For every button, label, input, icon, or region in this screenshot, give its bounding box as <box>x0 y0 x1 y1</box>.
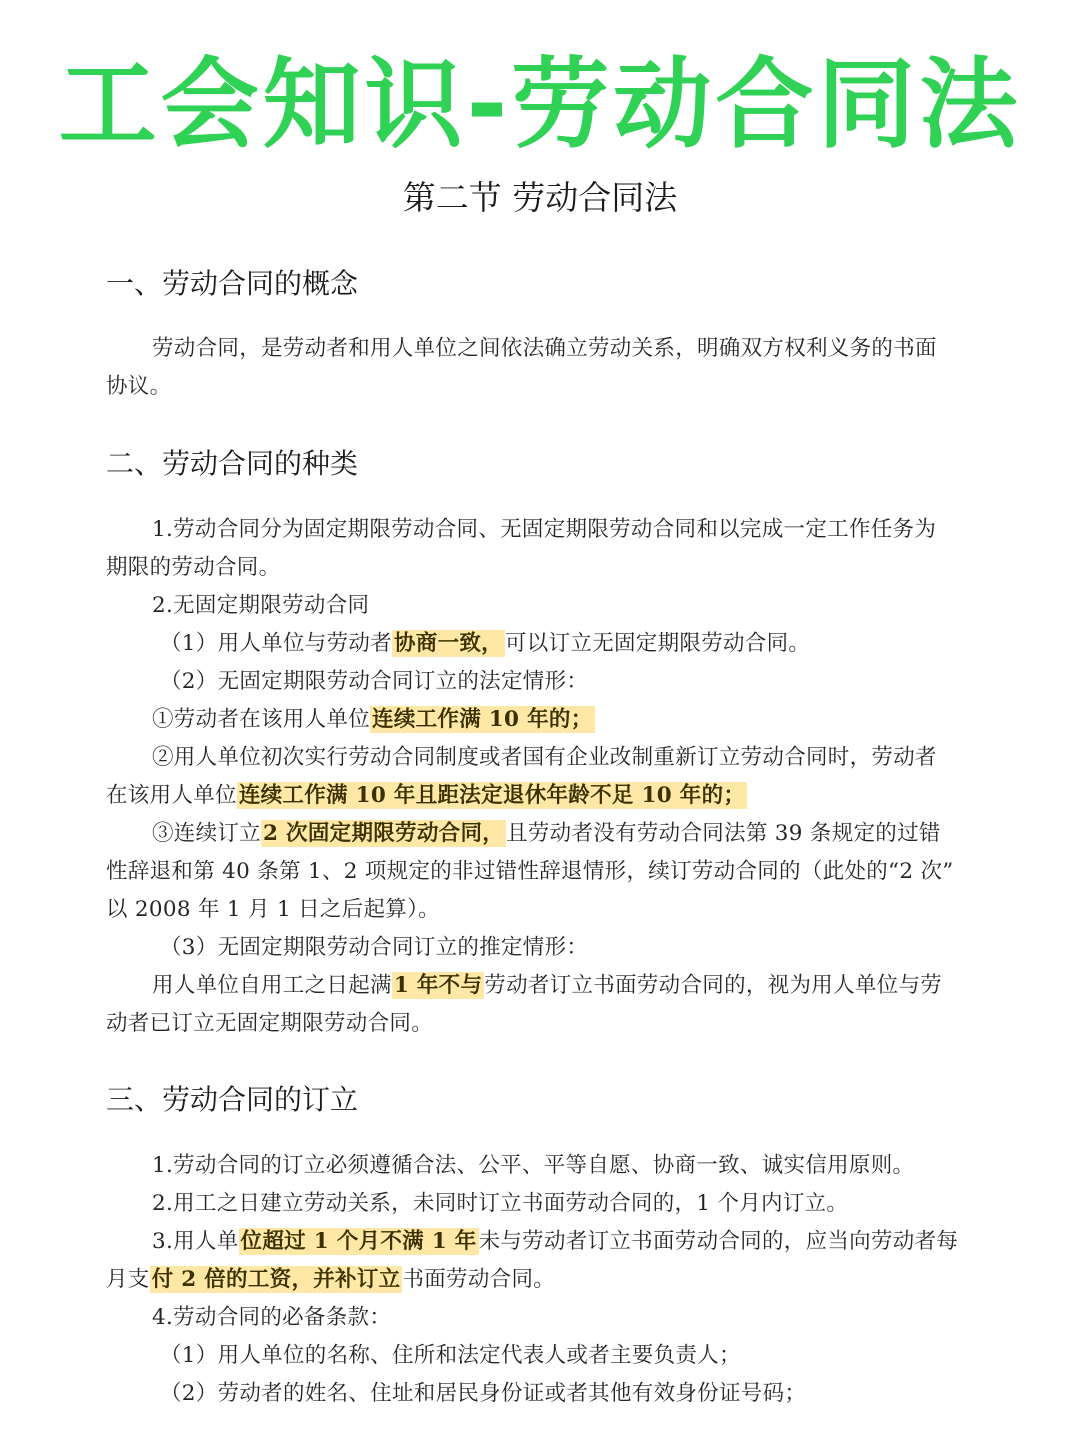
main-title: 工会知识-劳动合同法 <box>58 48 1022 162</box>
heading-types: 二、劳动合同的种类 <box>106 447 359 480</box>
heading-conclusion: 三、劳动合同的订立 <box>106 1083 359 1116</box>
text-segment: 劳动者订立书面劳动合同的，视为用人单位与劳 <box>484 973 943 998</box>
presumed-line-1 <box>152 967 942 1005</box>
legal-cases-heading: （2）无固定期限劳动合同订立的法定情形： <box>160 669 589 694</box>
text-segment: 3.用人单 <box>152 1229 239 1254</box>
heading-concept: 一、劳动合同的概念 <box>106 267 359 300</box>
presumed-cases-heading: （3）无固定期限劳动合同订立的推定情形： <box>160 935 589 960</box>
case-2-line-1: ②用人单位初次实行劳动合同制度或者国有企业改制重新订立劳动合同时，劳动者 <box>152 745 937 770</box>
presumed-line-2: 动者已订立无固定期限劳动合同。 <box>106 1011 434 1036</box>
conclusion-line-3a <box>152 1223 958 1261</box>
highlight-over-one-month: 位超过 1 个月不满 1 年 <box>240 1229 477 1254</box>
highlight-one-year: 1 年不与 <box>393 973 483 998</box>
text-segment: 未与劳动者订立书面劳动合同的，应当向劳动者每 <box>478 1229 959 1254</box>
highlight-two-contracts: 2 次固定期限劳动合同， <box>263 821 505 846</box>
case-2-line-2 <box>106 777 747 815</box>
conclusion-line-3b <box>106 1261 555 1299</box>
required-clauses-heading: 4.劳动合同的必备条款： <box>152 1305 392 1330</box>
text-segment: 书面劳动合同。 <box>402 1267 556 1292</box>
concept-line-1: 劳动合同，是劳动者和用人单位之间依法确立劳动关系，明确双方权利义务的书面 <box>152 336 937 361</box>
conclusion-line-1: 1.劳动合同的订立必须遵循合法、公平、平等自愿、协商一致、诚实信用原则。 <box>152 1153 915 1178</box>
clause-2: （2）劳动者的姓名、住址和居民身份证或者其他有效身份证号码； <box>160 1381 807 1406</box>
text-segment: 用人单位自用工之日起满 <box>152 973 392 998</box>
case-1-line <box>152 701 595 739</box>
case-3-line-1 <box>152 815 941 853</box>
text-segment: 在该用人单位 <box>106 783 237 808</box>
case-3-line-3: 以 2008 年 1 月 1 日之后起算）。 <box>106 897 440 922</box>
text-segment: （1）用人单位与劳动者 <box>160 631 392 656</box>
highlight-retirement: 连续工作满 10 年且距法定退休年龄不足 10 年的； <box>238 783 746 808</box>
concept-line-2: 协议。 <box>106 374 172 399</box>
text-segment: 且劳动者没有劳动合同法第 39 条规定的过错 <box>506 821 941 846</box>
case-3-line-2: 性辞退和第 40 条第 1、2 项规定的非过错性辞退情形，续订劳动合同的（此处的“2 次” <box>106 859 954 884</box>
types-line-1: 1.劳动合同分为固定期限劳动合同、无固定期限劳动合同和以完成一定工作任务为 <box>152 517 937 542</box>
types-line-2: 期限的劳动合同。 <box>106 555 281 580</box>
highlight-mutual-agreement: 协商一致， <box>393 631 503 656</box>
text-segment: 月支 <box>106 1267 150 1292</box>
mutual-agreement-line <box>160 625 810 663</box>
open-ended-contract-heading: 2.无固定期限劳动合同 <box>152 593 370 618</box>
text-segment: ③连续订立 <box>152 821 262 846</box>
highlight-ten-years: 连续工作满 10 年的； <box>372 707 593 732</box>
conclusion-line-2: 2.用工之日建立劳动关系，未同时订立书面劳动合同的，1 个月内订立。 <box>152 1191 849 1216</box>
text-segment: 可以订立无固定期限劳动合同。 <box>505 631 811 656</box>
highlight-double-wages: 付 2 倍的工资，并补订立 <box>151 1267 401 1292</box>
text-segment: ①劳动者在该用人单位 <box>152 707 371 732</box>
section-subtitle: 第二节 劳动合同法 <box>402 178 678 217</box>
clause-1: （1）用人单位的名称、住所和法定代表人或者主要负责人； <box>160 1343 741 1368</box>
